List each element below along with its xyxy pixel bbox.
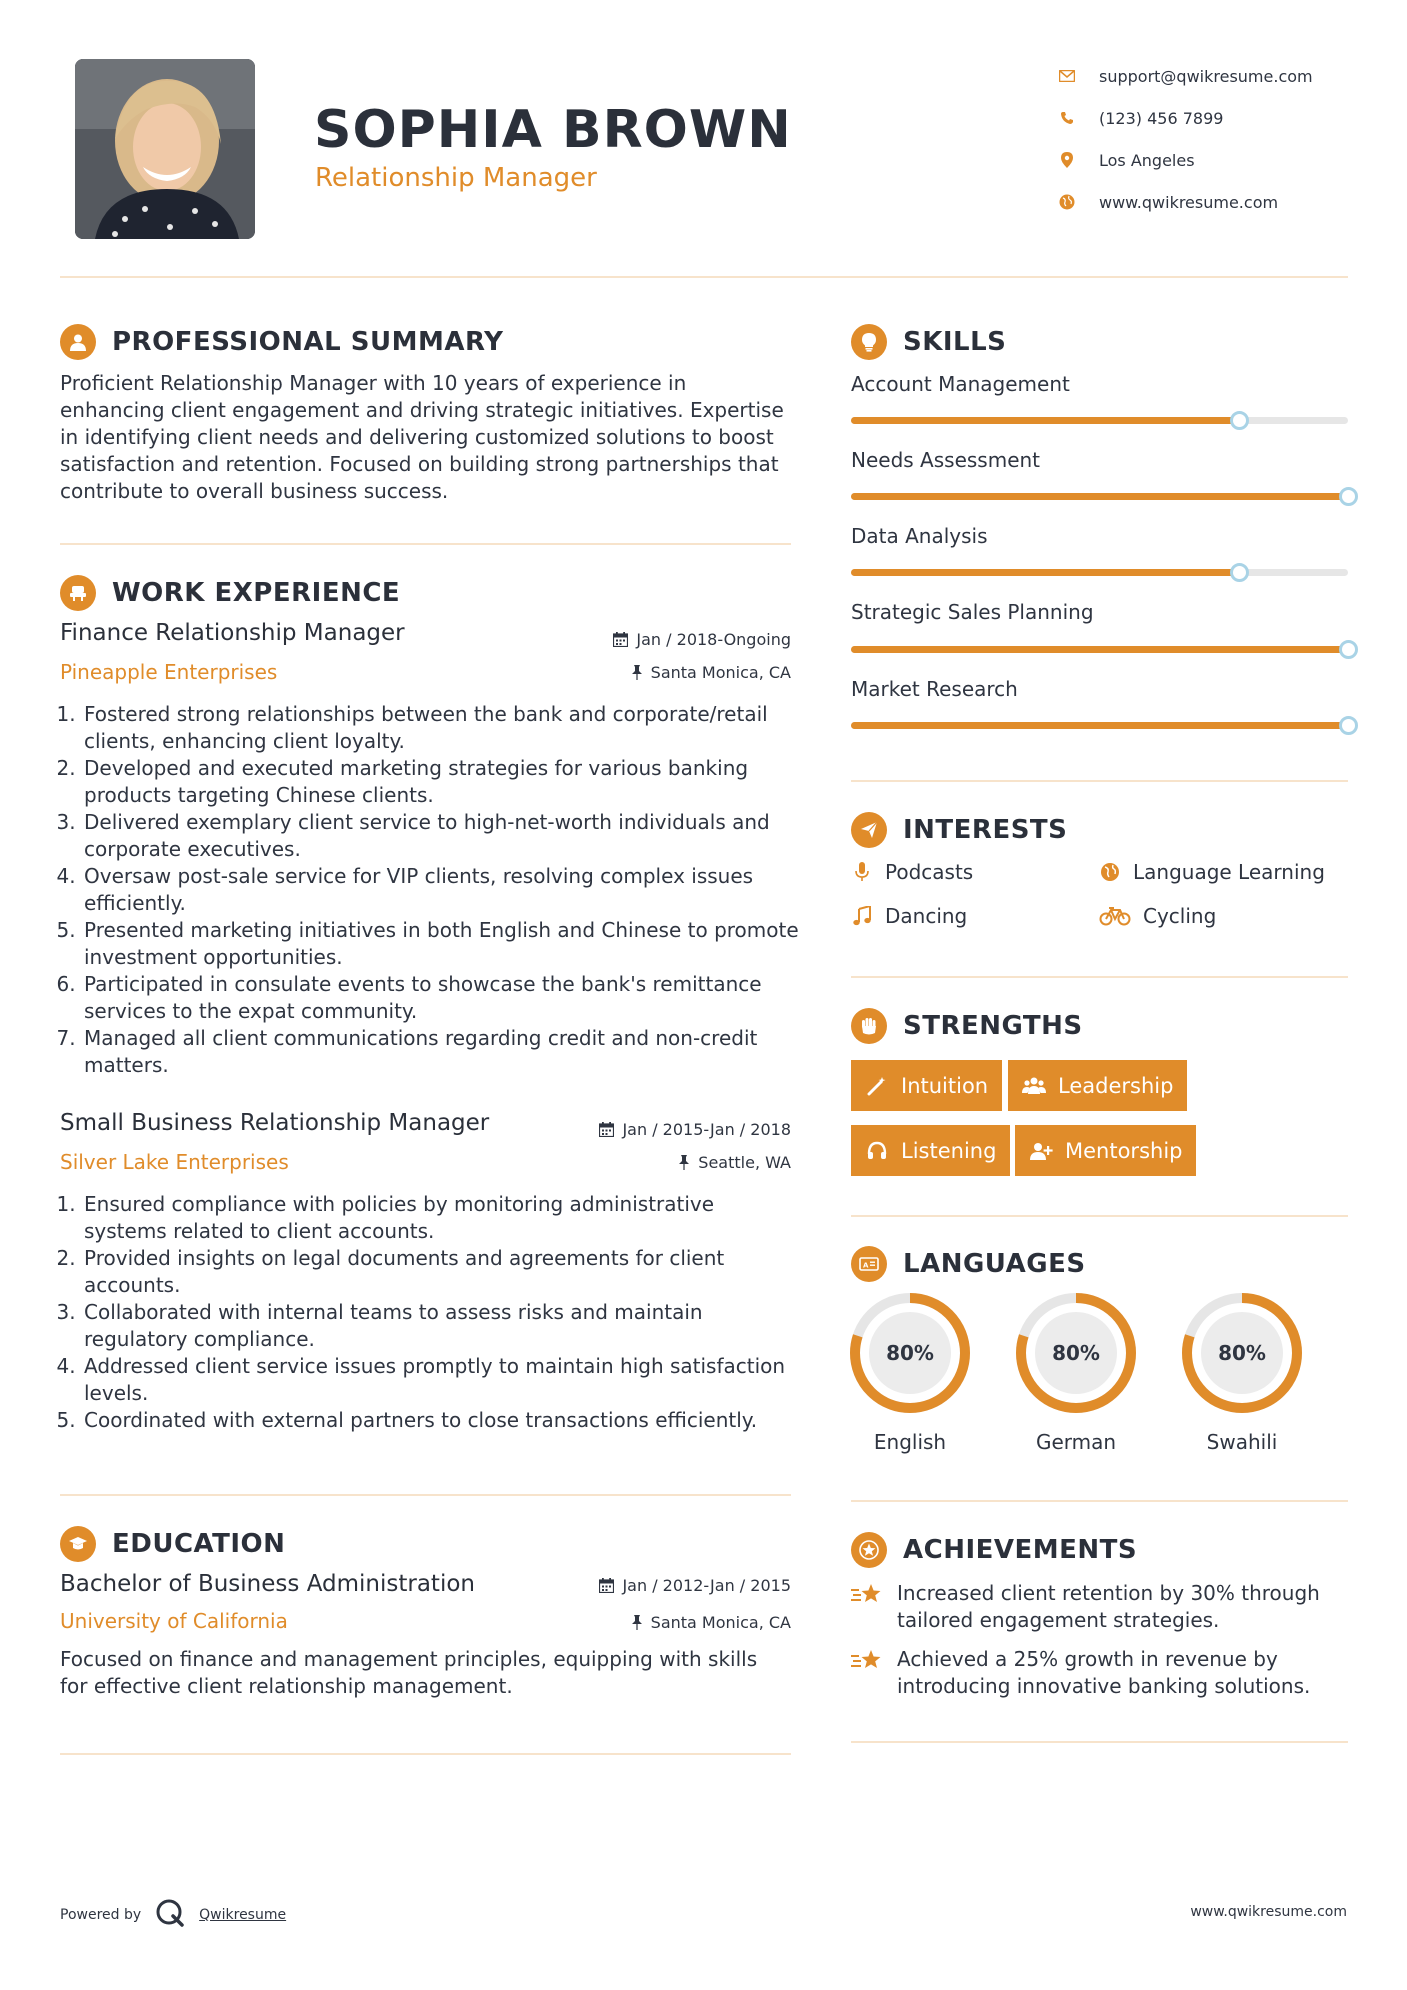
headphones-icon [865,1139,889,1163]
language-ring [848,1291,972,1415]
calendar-icon [599,1578,614,1593]
skill-bar-knob [1230,563,1249,582]
contact-email-text: support@qwikresume.com [1099,66,1313,86]
strength-tag [851,1125,1010,1176]
candidate-name: SOPHIA BROWN [314,100,792,160]
strength-tag [851,1060,1002,1111]
list-item: 6. Participated in consulate events to showcase the bank's remittance services to the expat community. [82,971,800,1025]
job-2-dates-text: Jan / 2015-Jan / 2018 [622,1120,791,1139]
contact-email[interactable] [1055,55,1375,97]
interest-item [851,860,973,884]
language-name: English [873,1430,947,1454]
skill-bar [851,417,1348,424]
education-divider [60,1753,791,1755]
education-location [631,1613,791,1632]
job-2-company: Silver Lake Enterprises [60,1150,289,1174]
job-1-items [60,701,800,1079]
id-card-icon [851,1246,887,1282]
skills-title: SKILLS [903,327,1007,357]
job-2-items [60,1191,800,1434]
education-dates [599,1576,791,1595]
bicycle-icon [1099,905,1131,927]
contact-location-text: Los Angeles [1099,150,1195,170]
contact-phone[interactable] [1055,97,1375,139]
skill-bar-knob [1339,487,1358,506]
list-item: 1. Ensured compliance with policies by monitoring administrative systems related to client accounts. [82,1191,800,1245]
envelope-icon [1055,64,1079,88]
list-item: 4. Oversaw post-sale service for VIP clients, resolving complex issues efficiently. [82,863,800,917]
skill-name: Account Management [851,372,1070,396]
list-item: 3. Delivered exemplary client service to high-net-worth individuals and corporate executives. [82,809,800,863]
skill-name: Strategic Sales Planning [851,600,1094,624]
header-divider [60,276,1348,278]
achievements-divider [851,1741,1348,1743]
language-percent: 80% [886,1341,934,1365]
contact-phone-text: (123) 456 7899 [1099,108,1224,128]
fist-icon [851,1008,887,1044]
language-ring [1014,1291,1138,1415]
graduation-icon [60,1526,96,1562]
experience-divider [60,1494,791,1496]
summary-title: PROFESSIONAL SUMMARY [112,327,504,357]
education-title: EDUCATION [112,1529,286,1559]
language-ring [1180,1291,1304,1415]
interest-item [851,904,967,928]
qwikresume-link[interactable]: Qwikresume [199,1907,287,1923]
education-school: University of California [60,1609,288,1633]
user-plus-icon [1029,1139,1053,1163]
interest-label: Dancing [885,904,968,928]
pushpin-icon [678,1155,690,1170]
job-1-dates-text: Jan / 2018-Ongoing [636,630,791,649]
skill-bar [851,493,1348,500]
list-item: 1. Fostered strong relationships between the bank and corporate/retail clients, enhancing client loyalty. [82,701,800,755]
lightbulb-icon [851,324,887,360]
powered-by-text: Powered by [60,1907,142,1923]
interest-item [1099,860,1325,884]
strengths-divider [851,1215,1348,1217]
list-item: 3. Collaborated with internal teams to assess risks and maintain regulatory compliance. [82,1299,800,1353]
strength-tag [1015,1125,1196,1176]
skill-bar-fill [851,569,1239,576]
experience-title: WORK EXPERIENCE [112,578,401,608]
globe-icon [1055,190,1079,214]
interests-title: INTERESTS [903,815,1068,845]
skill-bar-knob [1339,716,1358,735]
strength-label: Intuition [901,1073,989,1098]
skill-bar-fill [851,493,1348,500]
pushpin-icon [631,1615,643,1630]
skill-bar-fill [851,417,1239,424]
interest-label: Language Learning [1133,860,1325,884]
skill-bar-knob [1230,411,1249,430]
job-2-role: Small Business Relationship Manager [60,1110,490,1136]
job-1-company: Pineapple Enterprises [60,660,278,684]
microphone-icon [851,861,873,883]
list-item: 5. Coordinated with external partners to close transactions efficiently. [82,1407,800,1434]
magic-wand-icon [865,1074,889,1098]
achievement-text: Achieved a 25% growth in revenue by introducing innovative banking solutions. [897,1647,1311,1698]
skill-bar [851,722,1348,729]
skill-name: Market Research [851,677,1018,701]
candidate-title: Relationship Manager [315,163,597,193]
list-item: 5. Presented marketing initiatives in both English and Chinese to promote investment opportunities. [82,917,800,971]
briefcase-icon [60,575,96,611]
skill-bar [851,646,1348,653]
footer-url[interactable]: www.qwikresume.com [1190,1904,1347,1920]
languages-heading [851,1246,1086,1282]
summary-heading [60,324,503,360]
language-name: Swahili [1206,1430,1278,1454]
strengths-heading [851,1008,1083,1044]
job-1-location-text: Santa Monica, CA [650,663,791,682]
shooting-star-icon [851,1646,883,1674]
experience-heading [60,575,400,611]
globe-icon [1099,861,1121,883]
languages-divider [851,1500,1348,1502]
skill-bar-fill [851,722,1348,729]
strength-label: Listening [901,1138,997,1163]
job-1-dates [613,630,791,649]
calendar-icon [599,1122,614,1137]
music-note-icon [851,905,873,927]
job-1-location [631,663,791,682]
job-2-dates [599,1120,791,1139]
users-icon [1022,1074,1046,1098]
pushpin-icon [631,665,643,680]
job-2-location-text: Seattle, WA [698,1153,791,1172]
interests-heading [851,812,1067,848]
language-percent: 80% [1218,1341,1266,1365]
summary-divider [60,543,791,545]
education-heading [60,1526,285,1562]
achievements-heading [851,1532,1137,1568]
list-item: 2. Developed and executed marketing strategies for various banking products targeting Chinese clients. [82,755,800,809]
qwikresume-logo-icon [155,1898,185,1932]
contact-list [1055,55,1375,223]
job-1-role: Finance Relationship Manager [60,620,405,646]
skills-heading [851,324,1006,360]
strengths-title: STRENGTHS [903,1011,1083,1041]
list-item: 7. Managed all client communications regarding credit and non-credit matters. [82,1025,800,1079]
interest-label: Cycling [1143,904,1217,928]
achievement-item [851,1646,1351,1700]
contact-location [1055,139,1375,181]
skill-bar-fill [851,646,1348,653]
phone-icon [1055,106,1079,130]
skills-divider [851,780,1348,782]
skill-name: Needs Assessment [851,448,1041,472]
map-pin-icon [1055,148,1079,172]
list-item: 2. Provided insights on legal documents and agreements for client accounts. [82,1245,800,1299]
summary-text: Proficient Relationship Manager with 10 years of experience in enhancing client engagement and driving strategic initiatives. Expertise in identifying client needs and delivering customized solutions to boost satisfaction and retention. Focused on building strong partnerships that contribute to overall business success. [60,371,784,503]
achievements-title: ACHIEVEMENTS [903,1535,1138,1565]
language-percent: 80% [1052,1341,1100,1365]
achievement-text: Increased client retention by 30% through tailored engagement strategies. [897,1581,1320,1632]
education-text: Focused on finance and management principles, equipping with skills for effective client relationship management. [60,1647,758,1698]
strength-label: Mentorship [1065,1138,1183,1163]
paper-plane-icon [851,812,887,848]
svg-text:A: A [863,1261,869,1270]
footer-powered-by [60,1898,286,1932]
user-icon [60,324,96,360]
job-2-location [678,1153,791,1172]
skill-name: Data Analysis [851,524,988,548]
interests-divider [851,976,1348,978]
contact-website[interactable] [1055,181,1375,223]
strength-label: Leadership [1058,1073,1174,1098]
calendar-icon [613,632,628,647]
education-dates-text: Jan / 2012-Jan / 2015 [622,1576,791,1595]
contact-website-text: www.qwikresume.com [1099,192,1279,212]
strength-tag [1008,1060,1187,1111]
skill-bar [851,569,1348,576]
interest-label: Podcasts [885,860,974,884]
shooting-star-icon [851,1580,883,1608]
list-item: 4. Addressed client service issues promptly to maintain high satisfaction levels. [82,1353,800,1407]
education-degree: Bachelor of Business Administration [60,1571,475,1597]
education-location-text: Santa Monica, CA [650,1613,791,1632]
interest-item [1099,904,1216,928]
star-badge-icon [851,1532,887,1568]
language-name: German [1035,1430,1117,1454]
languages-title: LANGUAGES [903,1249,1086,1279]
profile-photo [75,59,255,239]
achievement-item [851,1580,1351,1634]
skill-bar-knob [1339,640,1358,659]
